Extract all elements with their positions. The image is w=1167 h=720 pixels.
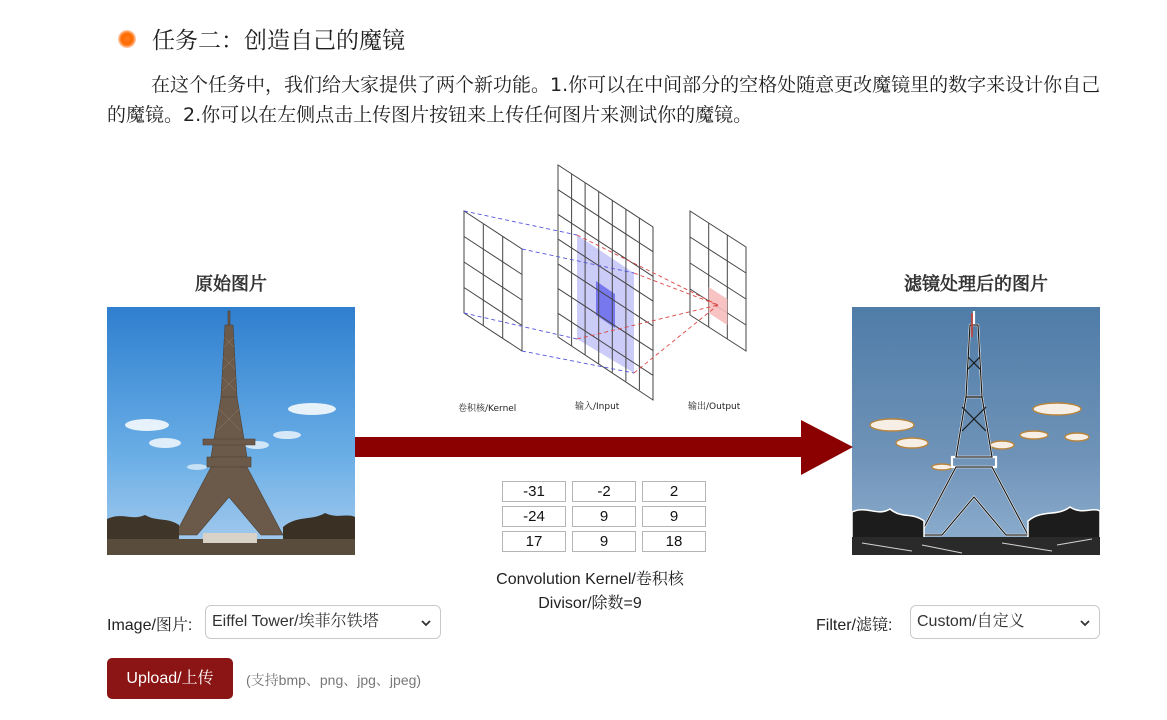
chevron-down-icon — [420, 617, 432, 629]
original-image — [107, 307, 355, 555]
output-diagram-label: 输出/Output — [688, 402, 741, 412]
upload-button[interactable]: Upload/上传 — [107, 658, 233, 699]
kernel-cell-1-0[interactable]: -24 — [502, 506, 566, 527]
kernel-grid — [502, 481, 706, 552]
orange-bullet-icon — [118, 30, 136, 48]
kernel-caption-title: Convolution Kernel/卷积核 — [496, 571, 684, 588]
right-arrow-icon — [355, 418, 855, 478]
kernel-diagram-label: 卷积核/Kernel — [458, 404, 517, 414]
original-image-title: 原始图片 — [195, 274, 267, 295]
convolution-diagram — [448, 155, 758, 420]
kernel-cell-0-0[interactable]: -31 — [502, 481, 566, 502]
filtered-image-title: 滤镜处理后的图片 — [904, 274, 1048, 295]
kernel-cell-2-1[interactable]: 9 — [572, 531, 636, 552]
kernel-cell-1-2[interactable]: 9 — [642, 506, 706, 527]
filtered-image — [852, 307, 1100, 555]
image-select-value: Eiffel Tower/埃菲尔铁塔 — [212, 613, 379, 630]
image-select-label: Image/图片: — [107, 617, 193, 634]
filter-select-label: Filter/滤镜: — [816, 617, 893, 634]
kernel-divisor: Divisor/除数=9 — [538, 595, 642, 612]
kernel-cell-1-1[interactable]: 9 — [572, 506, 636, 527]
task-description: 在这个任务中，我们给大家提供了两个新功能。1.你可以在中间部分的空格处随意更改魔镜里的数字来设计你自己的魔镜。2.你可以在左侧点击上传图片按钮来上传任何图片来测试你的魔镜。 — [107, 74, 1101, 126]
kernel-cell-2-0[interactable]: 17 — [502, 531, 566, 552]
filter-select[interactable] — [910, 605, 1100, 639]
filter-select-value: Custom/自定义 — [917, 613, 1025, 630]
task-title: 任务二：创造自己的魔镜 — [152, 28, 405, 54]
kernel-cell-0-1[interactable]: -2 — [572, 481, 636, 502]
kernel-cell-0-2[interactable]: 2 — [642, 481, 706, 502]
kernel-cell-2-2[interactable]: 18 — [642, 531, 706, 552]
chevron-down-icon — [1079, 617, 1091, 629]
image-select[interactable] — [205, 605, 441, 639]
input-diagram-label: 输入/Input — [575, 402, 620, 412]
upload-format-hint: (支持bmp、png、jpg、jpeg) — [246, 672, 422, 688]
kernel-caption — [470, 568, 710, 616]
